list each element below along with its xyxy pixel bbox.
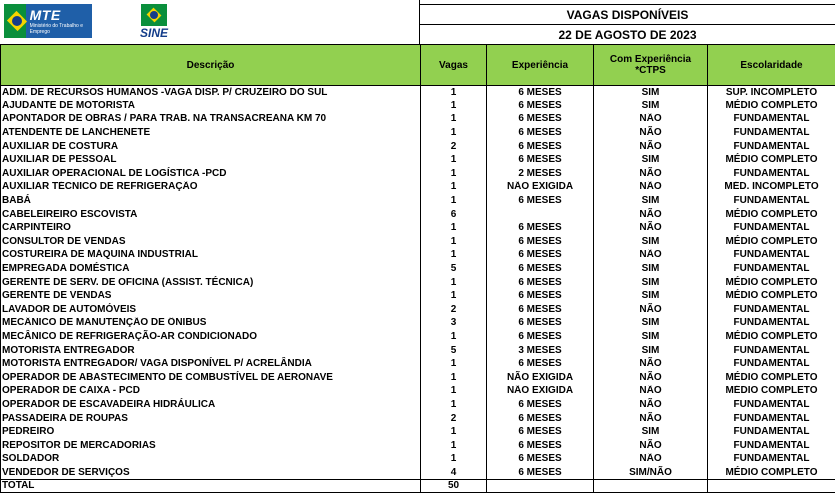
table-row bbox=[1, 153, 835, 167]
table-row bbox=[1, 167, 835, 181]
cell-experiencia: 6 MESES bbox=[487, 99, 594, 113]
table-row bbox=[1, 425, 835, 439]
total-empty-cell bbox=[594, 480, 708, 493]
cell-ctps: NÃO bbox=[594, 398, 708, 412]
cell-experiencia: 6 MESES bbox=[487, 425, 594, 439]
cell-escolaridade: SUP. INCOMPLETO bbox=[708, 86, 835, 100]
cell-experiencia bbox=[487, 208, 594, 222]
cell-descricao: AUXILIAR DE PESSOAL bbox=[1, 153, 421, 167]
cell-descricao: AUXILIAR OPERACIONAL DE LOGÍSTICA -PCD bbox=[1, 167, 421, 181]
cell-escolaridade: MÉDIO COMPLETO bbox=[708, 235, 835, 249]
cell-experiencia: 6 MESES bbox=[487, 249, 594, 263]
cell-descricao: OPERADOR DE CAIXA - PCD bbox=[1, 385, 421, 399]
table-row bbox=[1, 86, 835, 100]
cell-ctps: NÃO bbox=[594, 357, 708, 371]
column-header-experiencia: Experiência bbox=[487, 45, 594, 86]
cell-escolaridade: FUNDAMENTAL bbox=[708, 357, 835, 371]
cell-vagas: 5 bbox=[421, 344, 487, 358]
cell-descricao: MECÂNICO DE REFRIGERAÇÃO-AR CONDICIONADO bbox=[1, 330, 421, 344]
cell-descricao: ATENDENTE DE LANCHENETE bbox=[1, 126, 421, 140]
cell-escolaridade: FUNDAMENTAL bbox=[708, 126, 835, 140]
table-row bbox=[1, 303, 835, 317]
cell-experiencia: 6 MESES bbox=[487, 357, 594, 371]
title-box bbox=[420, 4, 835, 44]
cell-experiencia: 6 MESES bbox=[487, 398, 594, 412]
cell-ctps: SIM bbox=[594, 276, 708, 290]
cell-vagas: 1 bbox=[421, 398, 487, 412]
column-header-vagas: Vagas bbox=[421, 45, 487, 86]
total-label: TOTAL bbox=[1, 480, 421, 493]
cell-vagas: 3 bbox=[421, 317, 487, 331]
table-row bbox=[1, 99, 835, 113]
cell-descricao: AJUDANTE DE MOTORISTA bbox=[1, 99, 421, 113]
table-row bbox=[1, 371, 835, 385]
cell-vagas: 1 bbox=[421, 357, 487, 371]
cell-escolaridade: MÉDIO COMPLETO bbox=[708, 385, 835, 399]
cell-escolaridade: MÉD. INCOMPLETO bbox=[708, 181, 835, 195]
cell-escolaridade: MÉDIO COMPLETO bbox=[708, 153, 835, 167]
brazil-flag-icon bbox=[141, 4, 167, 26]
cell-vagas: 1 bbox=[421, 153, 487, 167]
cell-descricao: CABELEIREIRO ESCOVISTA bbox=[1, 208, 421, 222]
cell-experiencia: 6 MESES bbox=[487, 453, 594, 467]
cell-experiencia: NÃO EXIGIDA bbox=[487, 385, 594, 399]
cell-descricao: AUXILIAR DE COSTURA bbox=[1, 140, 421, 154]
cell-escolaridade: FUNDAMENTAL bbox=[708, 412, 835, 426]
cell-ctps: SIM bbox=[594, 86, 708, 100]
cell-vagas: 1 bbox=[421, 126, 487, 140]
cell-ctps: NÃO bbox=[594, 113, 708, 127]
cell-escolaridade: FUNDAMENTAL bbox=[708, 194, 835, 208]
cell-escolaridade: FUNDAMENTAL bbox=[708, 439, 835, 453]
table-row bbox=[1, 262, 835, 276]
table-row bbox=[1, 330, 835, 344]
cell-ctps: NÃO bbox=[594, 126, 708, 140]
cell-experiencia: 6 MESES bbox=[487, 289, 594, 303]
cell-vagas: 1 bbox=[421, 425, 487, 439]
cell-experiencia: 6 MESES bbox=[487, 262, 594, 276]
mte-logo bbox=[4, 4, 92, 38]
table-row bbox=[1, 289, 835, 303]
page-title: VAGAS DISPONÍVEIS bbox=[420, 5, 835, 25]
cell-descricao: VENDEDOR DE SERVIÇOS bbox=[1, 466, 421, 480]
column-header-ctps: Com Experiência *CTPS bbox=[594, 45, 708, 86]
cell-ctps: SIM bbox=[594, 289, 708, 303]
cell-escolaridade: MÉDIO COMPLETO bbox=[708, 371, 835, 385]
cell-escolaridade: MÉDIO COMPLETO bbox=[708, 99, 835, 113]
cell-ctps: SIM bbox=[594, 317, 708, 331]
total-empty-cell bbox=[487, 480, 594, 493]
column-header-escolaridade: Escolaridade bbox=[708, 45, 835, 86]
cell-ctps: SIM bbox=[594, 262, 708, 276]
cell-ctps: NÃO bbox=[594, 371, 708, 385]
cell-descricao: SOLDADOR bbox=[1, 453, 421, 467]
cell-escolaridade: MÉDIO COMPLETO bbox=[708, 208, 835, 222]
cell-ctps: NÃO bbox=[594, 439, 708, 453]
cell-experiencia: 6 MESES bbox=[487, 276, 594, 290]
cell-vagas: 4 bbox=[421, 466, 487, 480]
logo-area bbox=[0, 0, 420, 44]
table-row bbox=[1, 466, 835, 480]
table-row bbox=[1, 412, 835, 426]
cell-descricao: ADM. DE RECURSOS HUMANOS -VAGA DISP. P/ CRUZEIRO DO SUL bbox=[1, 86, 421, 100]
cell-experiencia: 6 MESES bbox=[487, 221, 594, 235]
cell-vagas: 1 bbox=[421, 235, 487, 249]
sine-logo bbox=[134, 4, 174, 42]
cell-ctps: NÃO bbox=[594, 249, 708, 263]
cell-experiencia: 6 MESES bbox=[487, 153, 594, 167]
column-header-descricao: Descrição bbox=[1, 45, 421, 86]
cell-escolaridade: FUNDAMENTAL bbox=[708, 344, 835, 358]
cell-escolaridade: FUNDAMENTAL bbox=[708, 317, 835, 331]
cell-experiencia: 6 MESES bbox=[487, 412, 594, 426]
cell-experiencia: 6 MESES bbox=[487, 303, 594, 317]
cell-vagas: 1 bbox=[421, 194, 487, 208]
cell-descricao: COSTUREIRA DE MÁQUINA INDUSTRIAL bbox=[1, 249, 421, 263]
cell-descricao: CONSULTOR DE VENDAS bbox=[1, 235, 421, 249]
table-row bbox=[1, 249, 835, 263]
cell-vagas: 1 bbox=[421, 453, 487, 467]
cell-ctps: SIM/NÃO bbox=[594, 466, 708, 480]
cell-experiencia: 6 MESES bbox=[487, 126, 594, 140]
cell-descricao: OPERADOR DE ABASTECIMENTO DE COMBUSTÍVEL DE AERONAVE bbox=[1, 371, 421, 385]
cell-descricao: PASSADEIRA DE ROUPAS bbox=[1, 412, 421, 426]
table-row bbox=[1, 317, 835, 331]
cell-ctps: SIM bbox=[594, 99, 708, 113]
table-row bbox=[1, 344, 835, 358]
mte-logo-title: MTE bbox=[29, 6, 61, 23]
cell-vagas: 6 bbox=[421, 208, 487, 222]
cell-experiencia: 6 MESES bbox=[487, 235, 594, 249]
table-row bbox=[1, 181, 835, 195]
cell-descricao: BABÁ bbox=[1, 194, 421, 208]
cell-descricao: MOTORISTA ENTREGADOR bbox=[1, 344, 421, 358]
cell-vagas: 1 bbox=[421, 86, 487, 100]
table-row bbox=[1, 194, 835, 208]
table-row bbox=[1, 385, 835, 399]
cell-vagas: 1 bbox=[421, 113, 487, 127]
table-row bbox=[1, 140, 835, 154]
cell-escolaridade: MÉDIO COMPLETO bbox=[708, 330, 835, 344]
cell-descricao: OPERADOR DE ESCAVADEIRA HIDRÁULICA bbox=[1, 398, 421, 412]
cell-escolaridade: FUNDAMENTAL bbox=[708, 113, 835, 127]
sine-logo-title: SINE bbox=[139, 26, 168, 40]
cell-descricao: LAVADOR DE AUTOMÓVEIS bbox=[1, 303, 421, 317]
cell-descricao: PEDREIRO bbox=[1, 425, 421, 439]
cell-ctps: NÃO bbox=[594, 385, 708, 399]
cell-vagas: 1 bbox=[421, 439, 487, 453]
cell-experiencia: 6 MESES bbox=[487, 330, 594, 344]
table-row bbox=[1, 439, 835, 453]
cell-descricao: REPOSITOR DE MERCADORIAS bbox=[1, 439, 421, 453]
cell-vagas: 2 bbox=[421, 140, 487, 154]
cell-experiencia: 6 MESES bbox=[487, 86, 594, 100]
cell-vagas: 1 bbox=[421, 371, 487, 385]
table-row bbox=[1, 113, 835, 127]
cell-descricao: GERENTE DE SERV. DE OFICINA (ASSIST. TÉCNICA) bbox=[1, 276, 421, 290]
cell-descricao: MOTORISTA ENTREGADOR/ VAGA DISPONÍVEL P/ ACRELÂNDIA bbox=[1, 357, 421, 371]
cell-experiencia: 6 MESES bbox=[487, 439, 594, 453]
cell-escolaridade: FUNDAMENTAL bbox=[708, 398, 835, 412]
table-row bbox=[1, 357, 835, 371]
cell-escolaridade: FUNDAMENTAL bbox=[708, 167, 835, 181]
table-row bbox=[1, 398, 835, 412]
cell-ctps: SIM bbox=[594, 235, 708, 249]
cell-escolaridade: FUNDAMENTAL bbox=[708, 303, 835, 317]
cell-escolaridade: FUNDAMENTAL bbox=[708, 221, 835, 235]
cell-vagas: 1 bbox=[421, 181, 487, 195]
page-header bbox=[0, 0, 835, 44]
cell-experiencia: 6 MESES bbox=[487, 140, 594, 154]
cell-descricao: AUXILIAR TÉCNICO DE REFRIGERAÇÃO bbox=[1, 181, 421, 195]
cell-ctps: SIM bbox=[594, 425, 708, 439]
cell-vagas: 1 bbox=[421, 249, 487, 263]
mte-logo-subtitle: Ministério do Trabalho e Emprego bbox=[29, 22, 83, 35]
cell-vagas: 1 bbox=[421, 276, 487, 290]
cell-vagas: 1 bbox=[421, 385, 487, 399]
table-row bbox=[1, 208, 835, 222]
cell-escolaridade: FUNDAMENTAL bbox=[708, 453, 835, 467]
cell-vagas: 2 bbox=[421, 412, 487, 426]
cell-vagas: 1 bbox=[421, 167, 487, 181]
cell-ctps: SIM bbox=[594, 194, 708, 208]
cell-ctps: NÃO bbox=[594, 167, 708, 181]
cell-experiencia: NÃO EXIGIDA bbox=[487, 181, 594, 195]
cell-ctps: NÃO bbox=[594, 303, 708, 317]
cell-vagas: 1 bbox=[421, 330, 487, 344]
cell-experiencia: 6 MESES bbox=[487, 194, 594, 208]
total-row bbox=[1, 480, 835, 493]
cell-ctps: NÃO bbox=[594, 412, 708, 426]
total-value: 50 bbox=[421, 480, 487, 493]
table-row bbox=[1, 126, 835, 140]
table-row bbox=[1, 453, 835, 467]
cell-ctps: NÃO bbox=[594, 208, 708, 222]
table-row bbox=[1, 276, 835, 290]
cell-escolaridade: FUNDAMENTAL bbox=[708, 140, 835, 154]
vacancies-table bbox=[0, 44, 835, 493]
table-row bbox=[1, 221, 835, 235]
cell-ctps: NÃO bbox=[594, 453, 708, 467]
cell-vagas: 1 bbox=[421, 221, 487, 235]
cell-escolaridade: MÉDIO COMPLETO bbox=[708, 289, 835, 303]
cell-vagas: 1 bbox=[421, 99, 487, 113]
cell-vagas: 1 bbox=[421, 289, 487, 303]
cell-ctps: NÃO bbox=[594, 140, 708, 154]
cell-experiencia: 3 MESES bbox=[487, 344, 594, 358]
cell-experiencia: NÃO EXIGIDA bbox=[487, 371, 594, 385]
cell-descricao: EMPREGADA DOMÉSTICA bbox=[1, 262, 421, 276]
cell-ctps: SIM bbox=[594, 153, 708, 167]
table-row bbox=[1, 235, 835, 249]
cell-escolaridade: FUNDAMENTAL bbox=[708, 425, 835, 439]
cell-ctps: NÃO bbox=[594, 221, 708, 235]
cell-escolaridade: MÉDIO COMPLETO bbox=[708, 276, 835, 290]
total-empty-cell bbox=[708, 480, 835, 493]
cell-ctps: SIM bbox=[594, 344, 708, 358]
cell-experiencia: 6 MESES bbox=[487, 113, 594, 127]
cell-escolaridade: MÉDIO COMPLETO bbox=[708, 466, 835, 480]
page-date: 22 DE AGOSTO DE 2023 bbox=[558, 27, 697, 42]
cell-ctps: SIM bbox=[594, 330, 708, 344]
cell-descricao: GERENTE DE VENDAS bbox=[1, 289, 421, 303]
cell-descricao: APONTADOR DE OBRAS / PARA TRAB. NA TRANSACREANA KM 70 bbox=[1, 113, 421, 127]
cell-descricao: CARPINTEIRO bbox=[1, 221, 421, 235]
cell-vagas: 2 bbox=[421, 303, 487, 317]
cell-experiencia: 2 MESES bbox=[487, 167, 594, 181]
table-header-row bbox=[1, 45, 835, 86]
cell-experiencia: 6 MESES bbox=[487, 317, 594, 331]
cell-experiencia: 6 MESES bbox=[487, 466, 594, 480]
cell-ctps: NÃO bbox=[594, 181, 708, 195]
cell-escolaridade: FUNDAMENTAL bbox=[708, 262, 835, 276]
cell-escolaridade: FUNDAMENTAL bbox=[708, 249, 835, 263]
cell-descricao: MECÂNICO DE MANUTENÇÃO DE ÔNIBUS bbox=[1, 317, 421, 331]
brazil-flag-icon bbox=[4, 4, 26, 38]
cell-vagas: 5 bbox=[421, 262, 487, 276]
